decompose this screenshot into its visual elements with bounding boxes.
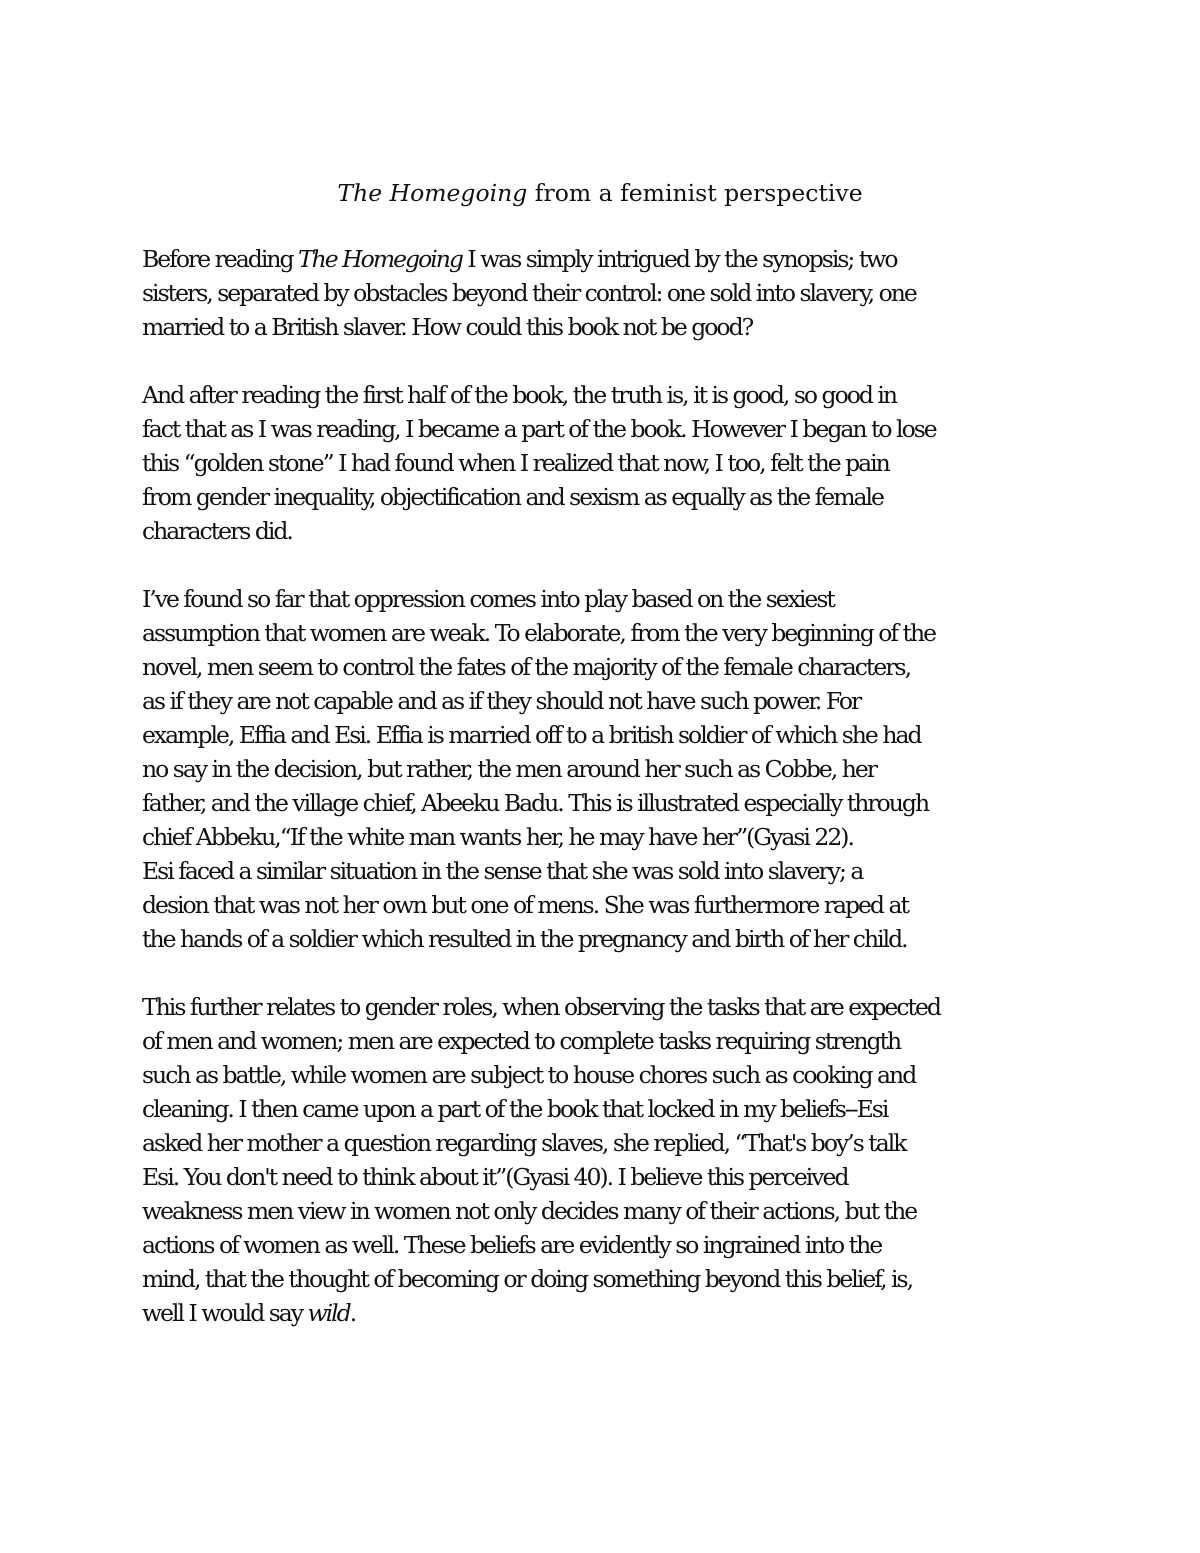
paragraph-line: chief Abbeku,“If the white man wants her, he may have her”(Gyasi 22).: [142, 823, 853, 851]
paragraph-line: novel, men seem to control the fates of the majority of the female characters,: [142, 653, 911, 681]
paragraph-line: Esi faced a similar situation in the sense that she was sold into slavery; a: [142, 857, 863, 885]
paragraph-line: I’ve found so far that oppression comes into play based on the sexiest: [142, 585, 834, 613]
paragraph-line: married to a British slaver. How could this book not be good?: [142, 313, 753, 341]
essay-title: [0, 176, 1200, 210]
paragraph-line: This further relates to gender roles, when observing the tasks that are expected: [142, 993, 940, 1021]
paragraph-line: asked her mother a question regarding slaves, she replied, “That's boy’s talk: [142, 1129, 906, 1157]
paragraph-2: [142, 378, 1072, 548]
emphasis-italic: wild: [307, 1299, 350, 1327]
paragraph-line: weakness men view in women not only decides many of their actions, but the: [142, 1197, 917, 1225]
paragraph-line: from gender inequality, objectification and sexism as equally as the female: [142, 483, 883, 511]
paragraph-line: [142, 1296, 1072, 1330]
paragraph-4: [142, 990, 1072, 1330]
paragraph-line: fact that as I was reading, I became a part of the book. However I began to lose: [142, 415, 936, 443]
paragraph-line: And after reading the first half of the book, the truth is, it is good, so good in: [142, 381, 897, 409]
paragraph-line: Esi. You don't need to think about it”(Gyasi 40). I believe this perceived: [142, 1163, 848, 1191]
paragraph-line: as if they are not capable and as if they should not have such power. For: [142, 687, 861, 715]
paragraph-line: assumption that women are weak. To elaborate, from the very beginning of the: [142, 619, 936, 647]
line-text: Before reading: [142, 245, 298, 273]
paragraph-line: this “golden stone” I had found when I realized that now, I too, felt the pain: [142, 449, 889, 477]
paragraph-line: cleaning. I then came upon a part of the book that locked in my beliefs--Esi: [142, 1095, 888, 1123]
paragraph-1: [142, 242, 1072, 344]
paragraph-line: characters did.: [142, 517, 292, 545]
paragraph-line: example, Effia and Esi. Effia is married off to a british soldier of which she had: [142, 721, 921, 749]
paragraph-line: no say in the decision, but rather, the men around her such as Cobbe, her: [142, 755, 876, 783]
title-rest: from a feminist perspective: [527, 179, 863, 207]
paragraph-line: the hands of a soldier which resulted in the pregnancy and birth of her child.: [142, 925, 907, 953]
paragraph-line: actions of women as well. These beliefs are evidently so ingrained into the: [142, 1231, 882, 1259]
paragraph-line: such as battle, while women are subject to house chores such as cooking and: [142, 1061, 916, 1089]
paragraph-line: mind, that the thought of becoming or doing something beyond this belief, is,: [142, 1265, 913, 1293]
title-book-name: The Homegoing: [337, 179, 528, 207]
paragraph-line: desion that was not her own but one of mens. She was furthermore raped at: [142, 891, 908, 919]
line-text: .: [349, 1299, 356, 1327]
paragraph-line: of men and women; men are expected to complete tasks requiring strength: [142, 1027, 901, 1055]
paragraph-line: [142, 242, 1072, 276]
paragraph-line: father, and the village chief, Abeeku Badu. This is illustrated especially through: [142, 789, 929, 817]
book-title-italic: The Homegoing: [298, 245, 462, 273]
paragraph-line: sisters, separated by obstacles beyond their control: one sold into slavery, one: [142, 279, 916, 307]
line-text: I was simply intrigued by the synopsis; two: [461, 245, 897, 273]
line-text: well I would say: [142, 1299, 308, 1327]
paragraph-3: [142, 582, 1072, 956]
